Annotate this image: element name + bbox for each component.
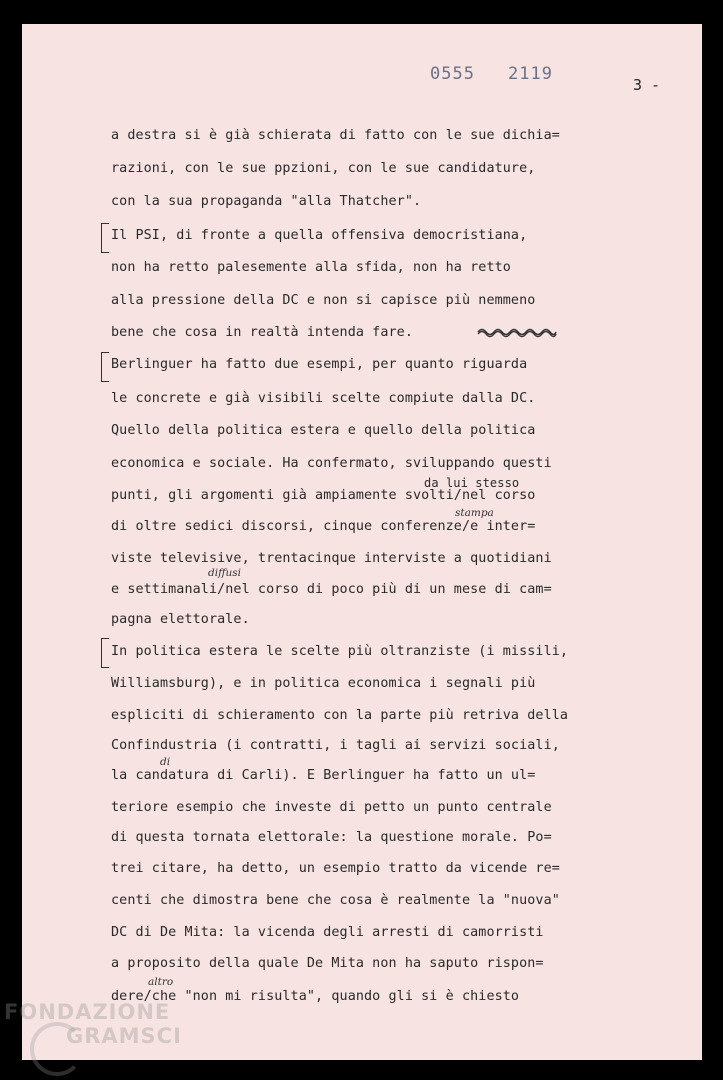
strikethrough-scribble	[477, 326, 557, 338]
text-line: DC di De Mita: la vicenda degli arresti di camorristi	[111, 925, 544, 940]
handwritten-note: altro	[148, 976, 174, 988]
text-line: pagna elettorale.	[111, 612, 250, 627]
text-line: a destra si è già schierata di fatto con le sue dichia=	[111, 128, 560, 143]
text-line: espliciti di schieramento con la parte più retriva della	[111, 708, 569, 723]
text-line: dere/che "non mi risulta", quando gli si è chiesto	[111, 989, 520, 1004]
text-line: Confindustria (i contratti, i tagli ai servizi sociali,	[111, 738, 560, 753]
watermark	[4, 1000, 182, 1048]
text-line: trei citare, ha detto, un esempio tratto da vicende re=	[111, 861, 560, 876]
archive-stamp-number: 2119	[508, 64, 553, 84]
text-line: viste televisive, trentacinque interviste a quotidiani	[111, 551, 552, 566]
text-line: e settimanali/nel corso di poco più di un mese di cam=	[111, 582, 552, 597]
text-line: teriore esempio che investe di petto un punto centrale	[111, 800, 552, 815]
text-line: le concrete e già visibili scelte compiute dalla DC.	[111, 391, 536, 406]
text-line: punti, gli argomenti già ampiamente svolti/nel corso	[111, 488, 536, 503]
text-line: centi che dimostra bene che cosa è realmente la "nuova"	[111, 893, 560, 908]
watermark-line: FONDAZIONE	[4, 1000, 171, 1024]
archive-stamp-number: 0555	[430, 64, 475, 84]
text-line: di questa tornata elettorale: la questione morale. Po=	[111, 830, 552, 845]
text-line: razioni, con le sue ppzioni, con le sue candidature,	[111, 161, 536, 176]
margin-bracket	[101, 352, 109, 382]
watermark-line: GRAMSCI	[66, 1024, 182, 1048]
margin-bracket	[101, 638, 109, 668]
page-number: 3 -	[633, 76, 661, 94]
text-line: Berlinguer ha fatto due esempi, per quanto riguarda	[111, 357, 528, 372]
handwritten-note: di	[160, 756, 171, 768]
text-line: economica e sociale. Ha confermato, sviluppando questi	[111, 456, 552, 471]
text-line: Il PSI, di fronte a quella offensiva democristiana,	[111, 228, 528, 243]
text-line: Williamsburg), e in politica economica i segnali più	[111, 676, 536, 691]
text-line: non ha retto palesemente alla sfida, non ha retto	[111, 260, 511, 275]
text-line: Quello della politica estera e quello della politica	[111, 423, 536, 438]
text-line: bene che cosa in realtà intenda fare.	[111, 325, 413, 340]
text-line: la candatura di Carli). E Berlinguer ha fatto un ul=	[111, 768, 536, 783]
margin-bracket	[101, 223, 109, 253]
text-line: a proposito della quale De Mita non ha saputo rispon=	[111, 956, 544, 971]
text-line: con la sua propaganda "alla Thatcher".	[111, 194, 422, 209]
text-line: di oltre sedici discorsi, cinque conferenze/e inter=	[111, 519, 536, 534]
text-line: alla pressione della DC e non si capisce più nemmeno	[111, 293, 536, 308]
handwritten-note: stampa	[455, 507, 494, 519]
handwritten-note: diffusi	[208, 567, 242, 579]
text-line: In politica estera le scelte più oltranziste (i missili,	[111, 644, 569, 659]
interlinear-insertion: da lui stesso	[424, 476, 520, 490]
